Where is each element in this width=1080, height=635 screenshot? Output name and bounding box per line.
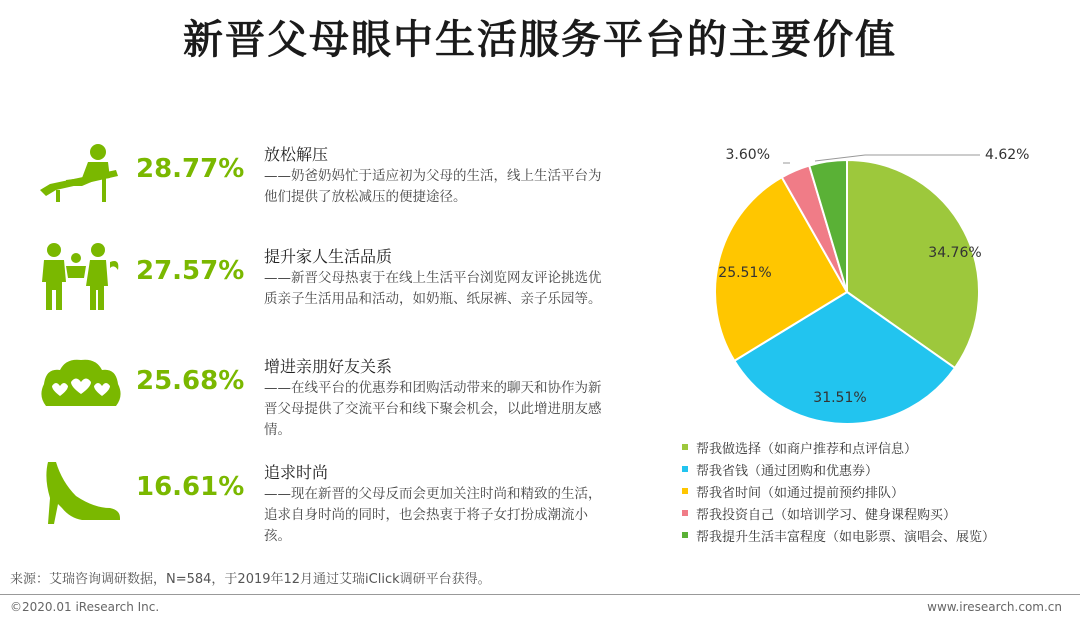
value-description: ——新晋父母热衷于在线上生活平台浏览网友评论挑选优质亲子生活用品和活动，如奶瓶、纸尿裤、亲子乐园等。 bbox=[264, 270, 602, 307]
legend-item-save-money bbox=[682, 458, 995, 480]
page-title: 新晋父母眼中生活服务平台的主要价值 bbox=[183, 17, 897, 63]
data-label-save-money: 31.51% bbox=[813, 390, 867, 406]
legend-swatch bbox=[682, 510, 688, 516]
value-percent: 27.57% bbox=[136, 256, 245, 286]
data-label-invest-self: 3.60% bbox=[725, 147, 770, 163]
legend-swatch bbox=[682, 532, 688, 538]
legend-label: 帮我省钱（通过团购和优惠券） bbox=[696, 463, 879, 479]
legend-label: 帮我提升生活丰富程度（如电影票、演唱会、展览） bbox=[696, 529, 996, 545]
value-item-quality bbox=[36, 242, 636, 322]
value-heading: 追求时尚 bbox=[264, 463, 329, 482]
value-heading: 放松解压 bbox=[264, 145, 329, 164]
footer-divider bbox=[0, 594, 1080, 595]
lounging-person-icon bbox=[36, 140, 126, 210]
legend-label: 帮我省时间（如通过提前预约排队） bbox=[696, 485, 905, 501]
value-item-friends bbox=[36, 352, 636, 438]
website: www.iresearch.com.cn bbox=[927, 600, 1062, 614]
chart-legend bbox=[682, 436, 995, 546]
legend-label: 帮我投资自己（如培训学习、健身课程购买） bbox=[696, 507, 957, 523]
value-percent: 25.68% bbox=[136, 366, 245, 396]
high-heel-icon bbox=[36, 458, 126, 528]
legend-item-save-time bbox=[682, 480, 995, 502]
source-note: 来源：艾瑞咨询调研数据，N=584，于2019年12月通过艾瑞iClick调研平台获得。 bbox=[10, 572, 491, 587]
legend-swatch bbox=[682, 488, 688, 494]
data-label-enrich-life: 4.62% bbox=[985, 147, 1030, 163]
value-description: ——在线平台的优惠券和团购活动带来的聊天和协作为新晋父母提供了交流平台和线下聚会机会，以此增进朋友感情。 bbox=[264, 380, 602, 438]
family-icon bbox=[36, 242, 126, 312]
value-percent: 28.77% bbox=[136, 154, 245, 184]
value-heading: 增进亲朋好友关系 bbox=[264, 357, 393, 376]
value-percent: 16.61% bbox=[136, 472, 245, 502]
value-description: ——现在新晋的父母反而会更加关注时尚和精致的生活，追求自身时尚的同时，也会热衷于将子女打扮成潮流小孩。 bbox=[264, 486, 602, 544]
pie-chart bbox=[690, 135, 1070, 435]
value-heading: 提升家人生活品质 bbox=[264, 247, 393, 266]
legend-item-enrich-life bbox=[682, 524, 995, 546]
value-item-relax bbox=[36, 140, 636, 220]
copyright: ©2020.01 iResearch Inc. bbox=[10, 600, 160, 614]
legend-label: 帮我做选择（如商户推荐和点评信息） bbox=[696, 441, 918, 457]
friends-hearts-icon bbox=[36, 352, 126, 422]
legend-swatch bbox=[682, 466, 688, 472]
value-description: ——奶爸奶妈忙于适应初为父母的生活，线上生活平台为他们提供了放松减压的便捷途径。 bbox=[264, 168, 602, 205]
legend-swatch bbox=[682, 444, 688, 450]
legend-item-choose bbox=[682, 436, 995, 458]
data-label-choose: 34.76% bbox=[928, 245, 982, 261]
value-item-fashion bbox=[36, 458, 636, 544]
data-label-save-time: 25.51% bbox=[718, 265, 772, 281]
legend-item-invest-self bbox=[682, 502, 995, 524]
